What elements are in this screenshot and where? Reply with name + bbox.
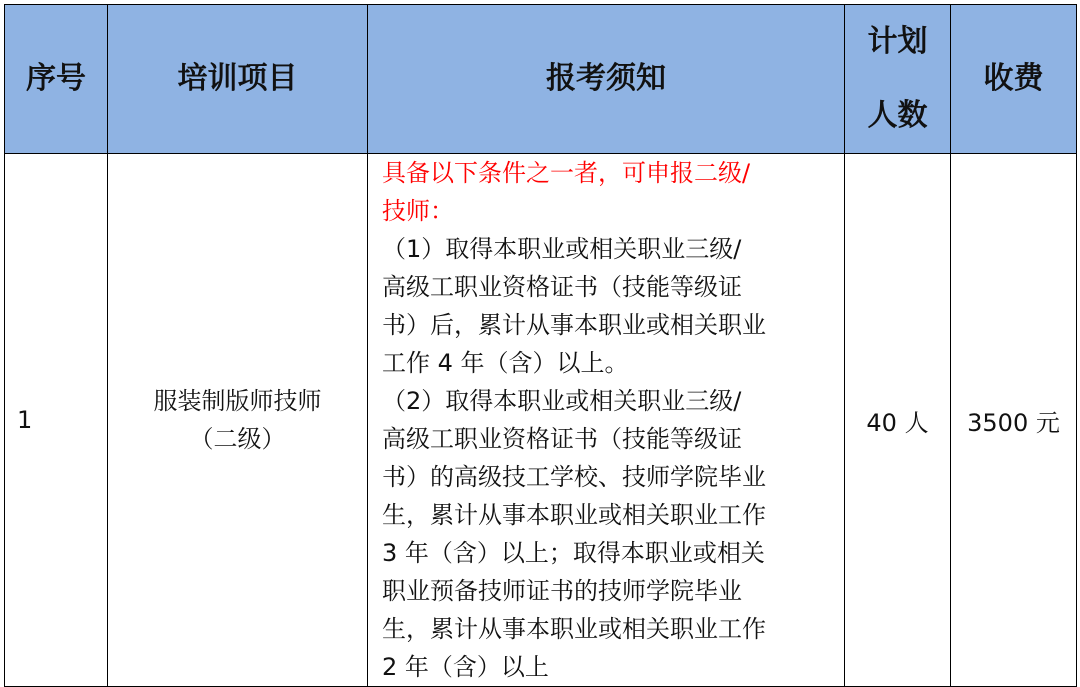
project-level: （二级） (189, 425, 286, 453)
notes-line: （2）取得本职业或相关职业三级/ (382, 387, 742, 415)
training-table (4, 4, 1077, 687)
notes-line: 2 年（含）以上 (382, 653, 549, 681)
cell-project (108, 154, 368, 687)
project-name: 服装制版师技师 (153, 387, 322, 415)
header-fee: 收费 (951, 5, 1077, 154)
cell-seq: 1 (5, 154, 108, 687)
header-plan-line2: 人数 (867, 98, 928, 133)
notes-line: 书）的高级技工学校、技师学院毕业 (382, 463, 766, 491)
notes-highlight-line-2: 技师： (382, 197, 454, 225)
notes-line: 工作 4 年（含）以上。 (382, 349, 629, 377)
notes-text (382, 154, 836, 686)
cell-plan: 40 人 (845, 154, 951, 687)
header-plan-line1: 计划 (867, 24, 928, 59)
header-row (5, 5, 1077, 154)
training-table-container (4, 4, 1076, 683)
cell-fee: 3500 元 (951, 154, 1077, 687)
table-row (5, 154, 1077, 687)
notes-highlight-line-1: 具备以下条件之一者，可申报二级/ (382, 159, 751, 187)
header-plan (845, 5, 951, 154)
notes-line: 高级工职业资格证书（技能等级证 (382, 273, 742, 301)
cell-notes (368, 154, 845, 687)
notes-line: 书）后，累计从事本职业或相关职业 (382, 311, 766, 339)
notes-line: 高级工职业资格证书（技能等级证 (382, 425, 742, 453)
notes-line: （1）取得本职业或相关职业三级/ (382, 235, 742, 263)
notes-line: 职业预备技师证书的技师学院毕业 (382, 577, 742, 605)
header-seq: 序号 (5, 5, 108, 154)
header-project: 培训项目 (108, 5, 368, 154)
notes-line: 生，累计从事本职业或相关职业工作 (382, 615, 766, 643)
notes-line: 生，累计从事本职业或相关职业工作 (382, 501, 766, 529)
notes-line: 3 年（含）以上；取得本职业或相关 (382, 539, 765, 567)
header-notes: 报考须知 (368, 5, 845, 154)
